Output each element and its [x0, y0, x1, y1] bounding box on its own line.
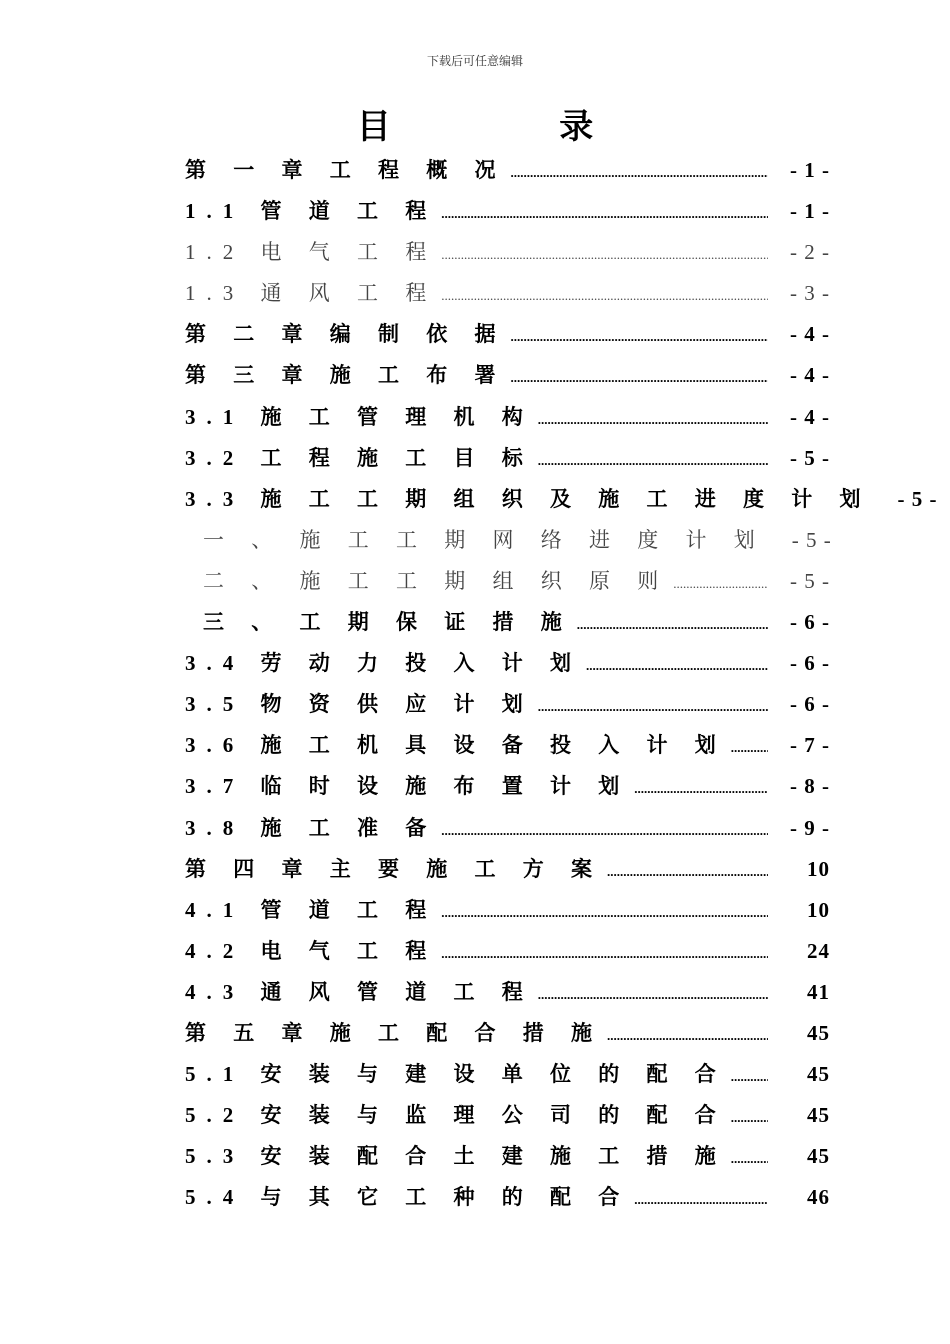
toc-leader-dots: [731, 1138, 768, 1179]
toc-entry-label: 5.2 安 装 与 监 理 公 司 的 配 合: [185, 1103, 727, 1128]
toc-entry-label: 3.6 施 工 机 具 设 备 投 入 计 划: [185, 733, 727, 758]
toc-entry[interactable]: [185, 232, 830, 273]
toc-entry[interactable]: [185, 643, 830, 684]
header-note: 下载后可任意编辑: [426, 54, 523, 68]
toc-entry[interactable]: [185, 725, 830, 766]
toc-entry-page: - 1 -: [790, 158, 830, 182]
toc-leader-dots: [441, 892, 768, 933]
toc-entry-page: 24: [807, 938, 830, 963]
toc-entry-page: - 4 -: [790, 404, 830, 429]
toc-entry-label: 3.2 工 程 施 工 目 标: [185, 445, 534, 470]
toc-entry-page: - 6 -: [790, 651, 830, 676]
toc-entry[interactable]: [185, 849, 830, 890]
toc-entry[interactable]: [185, 561, 830, 602]
toc-entry[interactable]: [185, 1177, 830, 1218]
toc-entry-page: 41: [807, 979, 830, 1004]
toc-entry[interactable]: [185, 1095, 830, 1136]
toc-entry-label: 4.2 电 气 工 程: [185, 938, 438, 963]
toc-entry-label: 3.5 物 资 供 应 计 划: [185, 692, 534, 717]
toc-leader-dots: [511, 357, 769, 398]
toc-entry-page: 45: [807, 1144, 830, 1169]
toc-leader-dots: [538, 399, 768, 440]
toc-entry[interactable]: [185, 808, 830, 849]
toc-entry-label: 第 一 章 工 程 概 况: [185, 158, 507, 182]
toc-entry-label: 3.4 劳 动 力 投 入 计 划: [185, 651, 582, 676]
toc-entry-label: 第 二 章 编 制 依 据: [185, 322, 507, 347]
toc-entry-page: - 4 -: [790, 322, 830, 347]
toc-entry-page: 45: [807, 1062, 830, 1087]
toc-entry-page: 46: [807, 1185, 830, 1210]
toc-leader-dots: [538, 686, 768, 727]
toc-leader-dots: [441, 234, 768, 275]
toc-entry-label: 5.1 安 装 与 建 设 单 位 的 配 合: [185, 1062, 727, 1087]
toc-entry[interactable]: [185, 520, 830, 561]
toc-entry[interactable]: [185, 397, 830, 438]
toc-entry[interactable]: [185, 684, 830, 725]
toc-leader-dots: [634, 1179, 768, 1220]
toc-leader-dots: [731, 727, 768, 768]
toc-entry[interactable]: [185, 890, 830, 931]
toc-entry[interactable]: [185, 355, 830, 396]
toc-entry[interactable]: [185, 972, 830, 1013]
toc-entry-page: - 5 -: [791, 527, 832, 552]
toc-entry-label: 3.1 施 工 管 理 机 构: [185, 404, 534, 429]
toc-leader-dots: [731, 1097, 768, 1138]
toc-entry-label: 4.3 通 风 管 道 工 程: [185, 979, 534, 1004]
toc-entry[interactable]: [185, 438, 830, 479]
toc-leader-dots: [607, 1015, 768, 1056]
toc-entry-label: 5.3 安 装 配 合 土 建 施 工 措 施: [185, 1144, 727, 1169]
toc-entry[interactable]: [185, 1136, 830, 1177]
toc-entry[interactable]: [185, 602, 830, 643]
toc-entry-label: 第 四 章 主 要 施 工 方 案: [185, 856, 603, 881]
toc-entry-page: - 9 -: [790, 815, 830, 840]
toc-entry[interactable]: [185, 1054, 830, 1095]
toc-entry-page: - 5 -: [897, 486, 938, 511]
toc-entry[interactable]: [185, 479, 938, 520]
toc-entry-label: 4.1 管 道 工 程: [185, 897, 438, 922]
toc-entry-page: - 6 -: [790, 610, 830, 635]
toc-entry[interactable]: [185, 931, 830, 972]
toc-leader-dots: [441, 193, 768, 234]
toc-leader-dots: [538, 440, 768, 481]
toc-entry[interactable]: [185, 191, 830, 232]
toc-entry-page: - 4 -: [790, 363, 830, 388]
toc-entry-label: 第 三 章 施 工 布 署: [185, 363, 507, 388]
toc-leader-dots: [634, 768, 768, 809]
toc-entry-page: - 1 -: [790, 199, 830, 224]
toc-leader-dots: [577, 604, 768, 645]
toc-entry-label: 3.3 施 工 工 期 组 织 及 施 工 进 度 计 划: [185, 486, 872, 511]
toc-leader-dots: [607, 851, 768, 892]
toc-entry-page: 45: [807, 1103, 830, 1128]
toc-entry-label: 1.3 通 风 工 程: [185, 281, 438, 306]
toc-leader-dots: [673, 563, 768, 604]
toc-leader-dots: [441, 933, 768, 974]
toc-entry-label: 三 、 工 期 保 证 措 施: [203, 610, 573, 635]
toc-entry-page: - 5 -: [790, 445, 830, 470]
toc-entry-label: 一 、 施 工 工 期 网 络 进 度 计 划: [203, 527, 766, 552]
page-title: 目 录: [356, 109, 674, 146]
toc-entry-page: - 5 -: [790, 568, 830, 593]
toc-entry-label: 3.7 临 时 设 施 布 置 计 划: [185, 774, 631, 799]
toc-entry-label: 3.8 施 工 准 备: [185, 815, 438, 840]
toc-entry-label: 1.2 电 气 工 程: [185, 240, 438, 265]
toc-entry[interactable]: [185, 1013, 830, 1054]
toc-leader-dots: [441, 275, 768, 316]
toc-entry-page: - 2 -: [790, 240, 830, 265]
toc-entry[interactable]: [185, 150, 830, 191]
toc-entry[interactable]: [185, 766, 830, 807]
table-of-contents: [185, 150, 938, 1218]
toc-entry-label: 1.1 管 道 工 程: [185, 199, 438, 224]
toc-entry[interactable]: [185, 314, 830, 355]
toc-leader-dots: [538, 974, 768, 1015]
toc-entry-label: 二 、 施 工 工 期 组 织 原 则: [203, 568, 670, 593]
toc-entry[interactable]: [185, 273, 830, 314]
toc-leader-dots: [511, 152, 769, 193]
toc-leader-dots: [441, 810, 768, 851]
toc-entry-page: - 8 -: [790, 774, 830, 799]
toc-entry-page: - 6 -: [790, 692, 830, 717]
toc-entry-label: 5.4 与 其 它 工 种 的 配 合: [185, 1185, 631, 1210]
toc-entry-page: - 7 -: [790, 733, 830, 758]
toc-entry-label: 第 五 章 施 工 配 合 措 施: [185, 1020, 603, 1045]
toc-entry-page: 10: [807, 856, 830, 881]
toc-leader-dots: [586, 645, 768, 686]
toc-leader-dots: [511, 316, 769, 357]
toc-entry-page: - 3 -: [790, 281, 830, 306]
toc-entry-page: 10: [807, 897, 830, 922]
toc-entry-page: 45: [807, 1020, 830, 1045]
toc-leader-dots: [731, 1056, 768, 1097]
